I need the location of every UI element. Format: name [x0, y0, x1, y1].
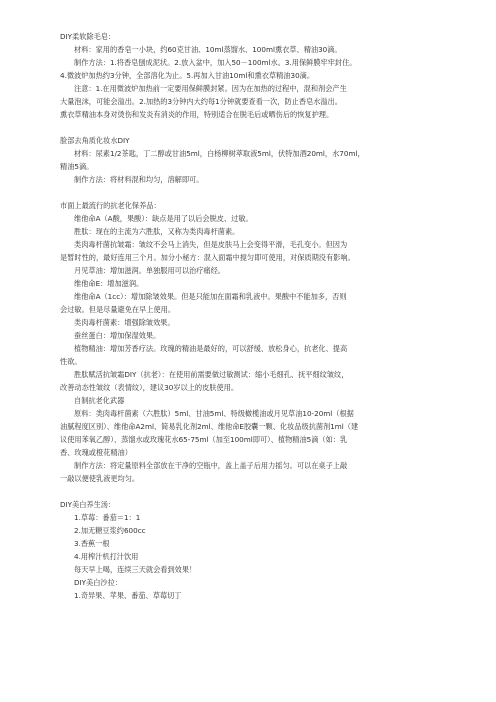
text-line: 4.微波炉加热约3分钟，全部溶化为止。5.再加入甘油10ml和熏衣草精油30滴。 [60, 71, 315, 80]
text-line: 改善动态性皱纹（表情纹），建议30岁以上的皮肤使用。 [60, 383, 239, 392]
text-line: 1.草莓：番茄＝1：1 [74, 513, 141, 522]
text-line: 熏衣草精油本身对烫伤和发炎有消炎的作用，特别适合在脱毛后或晒伤后的恢复护理。 [60, 110, 334, 119]
text-line: 香、玫瑰或橙花精油） [60, 448, 132, 457]
text-line: 会过敏。但是尽量避免在早上使用。 [60, 305, 176, 314]
text-line: 是暂时性的，最好连用三个月。加分小秘方：混入面霜中搅匀即可使用，对保质期没有影响。 [60, 253, 355, 262]
text-line: 蚕丝蛋白：增加保湿效果。 [74, 331, 161, 340]
text-line: 脸部去角质化妆水DIY [60, 136, 130, 145]
text-line: DIY美白沙拉： [74, 578, 122, 587]
text-line: DIY柔软除毛皂： [60, 32, 116, 41]
text-line: 每天早上喝，连续三天就会看到效果！ [74, 565, 197, 574]
text-line: 市面上最流行的抗老化保养品： [60, 201, 161, 210]
text-line: 材料：家用的香皂一小块，约60克甘油、10ml蒸馏水、100ml熏衣草、精油30滴。 [74, 45, 342, 54]
text-line: 月见草油：增加滋润。单独服用可以治疗痛经。 [74, 266, 225, 275]
text-line: 材料：尿素1/2茶匙，丁二醇或甘油5ml，白杨柳树萃取液5ml，伏特加酒20ml，水70ml， [74, 149, 365, 158]
text-line: 大量泡沫，可能会溢出。2.加热的3分钟内大约每1分钟就要查看一次，防止香皂水溢出。 [60, 97, 342, 106]
text-line: 维他命A（A酸，果酸）：缺点是用了以后会脱皮、过敏。 [74, 214, 253, 223]
text-line: 一敲以便使乳液更均匀。 [60, 474, 140, 483]
text-line: 注意：1.在用微波炉加热前一定要用保鲜膜封紧。因为在加热的过程中，混和剂会产生 [74, 84, 347, 93]
text-line: 类肉毒杆菌抗皱霜：皱纹不会马上消失，但是皮肤马上会变得平滑，毛孔变小。但因为 [74, 240, 348, 249]
text-line: 维他命A（1cc）：增加除皱效果。但是只能加在面霜和乳液中。果酸中不能加多，否则 [74, 292, 347, 301]
text-line: 胜肽赋活抗皱霜DIY（抗老）：在使用前需要做过敏测试：缩小毛细孔、抚平细纹皱纹， [74, 370, 349, 379]
text-line: 自制抗老化武器 [74, 396, 125, 405]
text-line: 议使用苯氧乙醇）、蒸馏水或玫瑰花水65-75ml（加至100ml即可）、植物精油5滴（如：乳 [60, 435, 348, 444]
text-line: DIY美白养生汤： [60, 500, 116, 509]
text-line: 原料：类肉毒杆菌素（六胜肽）5ml、甘油5ml、特级橄榄油或月见草油10-20ml（根据 [74, 409, 354, 418]
text-line: 制作方法：将材料混和均匀，溶解即可。 [74, 175, 204, 184]
text-line: 油腻程度区别）、维他命A2ml、简易乳化剂2ml、维他命E胶囊一颗、化妆品级抗菌剂1ml（建 [60, 422, 359, 431]
text-line: 性欲。 [60, 357, 82, 366]
text-line: 维他命E：增加滋润。 [74, 279, 144, 288]
text-line: 类肉毒杆菌素：增强除皱效果。 [74, 318, 175, 327]
text-line: 4.用榨汁机打汁饮用 [74, 552, 139, 561]
text-line: 1.奇异果、苹果、番茄、草莓切丁 [74, 591, 182, 600]
text-line: 制作方法：1.将香皂刨成泥状。2.放入盆中，加入50－100ml水。3.用保鲜膜牢牢封住。 [74, 58, 357, 67]
text-line: 植物精油：增加芳香疗法。玫瑰的精油是最好的，可以舒缓、放松身心，抗老化、提高 [74, 344, 348, 353]
text-line: 2.加无糖豆浆约600cc [74, 526, 146, 535]
text-line: 精油5滴。 [60, 162, 94, 171]
text-line: 制作方法：将定量原料全部放在干净的空瓶中，盖上盖子后用力摇匀。可以在桌子上敲 [74, 461, 348, 470]
text-line: 3.香蕉一根 [74, 539, 110, 548]
text-line: 胜肽：现在的主流为六胜肽，又称为类肉毒杆菌素。 [74, 227, 240, 236]
